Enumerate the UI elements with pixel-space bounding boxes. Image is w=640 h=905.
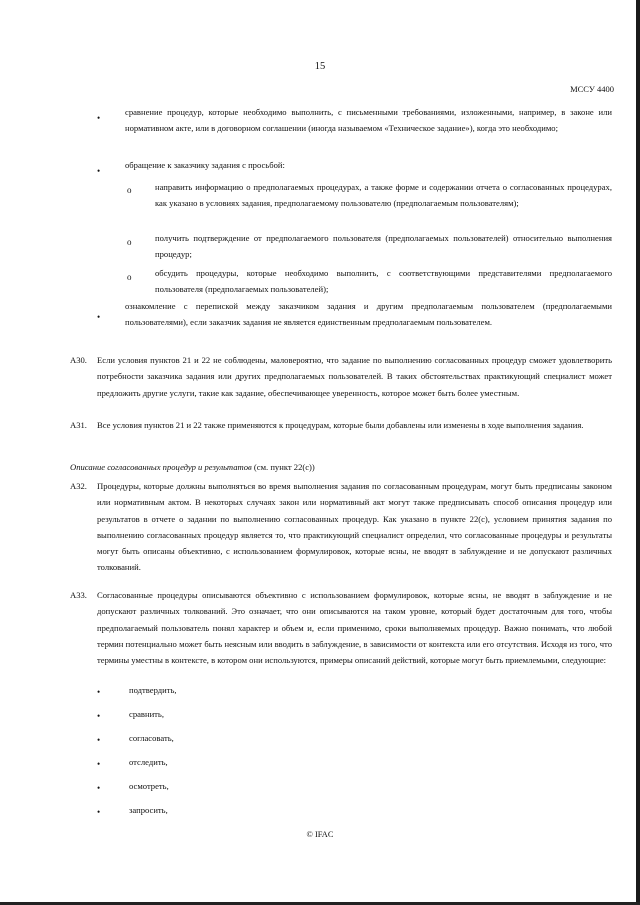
bullet-icon: •: [97, 166, 101, 176]
paragraph-a30: Если условия пунктов 21 и 22 не соблюдены, маловероятно, что задание по выполнению согласованных процедур сможет удовлетворить потребности заказчика задания или других предполагаемых пользователей. В таких обстоятельствах практикующий специалист может предложить другие услуги, такие как задание, обеспечивающее уверенность, которое может быть более уместным.: [97, 355, 612, 398]
paragraph-number: A30.: [70, 355, 87, 365]
scan-edge-right: [636, 0, 640, 905]
bullet-icon: •: [97, 711, 101, 721]
action-item: отследить,: [129, 757, 168, 767]
circle-bullet-icon: o: [127, 185, 132, 195]
document-code: МССУ 4400: [570, 84, 614, 94]
paragraph-number: A31.: [70, 420, 87, 430]
action-item: подтвердить,: [129, 685, 177, 695]
action-item: осмотреть,: [129, 781, 169, 791]
bullet-item: обращение к заказчику задания с просьбой:: [125, 160, 285, 170]
circle-bullet-icon: o: [127, 237, 132, 247]
paragraph-a32: Процедуры, которые должны выполняться во время выполнения задания по согласованным процедурам, могут быть предписаны законом или нормативным актом. В некоторых случаях закон или нормативный акт могут также предписывать способ описания процедур или результатов в отчете о задании по выполнению согласованных процедур. Как указано в пункте 22(c), условием принятия задания по выполнению согласованных процедур является то, что практикующий специалист определил, что согласованные процедуры и результаты могут быть описаны объективно, с использованием формулировок, которые ясны, не вводят в заблуждение и не допускают различных толкований.: [97, 481, 612, 573]
bullet-icon: •: [97, 113, 101, 123]
bullet-icon: •: [97, 783, 101, 793]
bullet-icon: •: [97, 312, 101, 322]
bullet-icon: •: [97, 687, 101, 697]
paragraph-a33: Согласованные процедуры описываются объективно с использованием формулировок, которые ясны, не вводят в заблуждение и не допускают различных толкований. Это означает, что они описываются на таком уровне, который будет достаточным для того, чтобы предполагаемый пользователь понял характер и объем и, если применимо, сроки выполняемых процедур. Важно понимать, что любой термин потенциально может быть неясным или вводить в заблуждение, в зависимости от контекста или его отсутствия. Исходя из того, что термины уместны в контексте, в котором они используются, примеры описаний действий, которые могут быть приемлемыми, следующие:: [97, 590, 612, 666]
section-heading-reference: (см. пункт 22(c)): [251, 462, 315, 472]
bullet-item: сравнение процедур, которые необходимо выполнить, с письменными требованиями, изложенными, например, в законе или нормативном акте, или в договорном соглашении (иногда называемом «Техническое задание»), когда это необходимо;: [125, 107, 612, 134]
action-item: сравнить,: [129, 709, 165, 719]
paragraph-a31: Все условия пунктов 21 и 22 также применяются к процедурам, которые были добавлены или изменены в ходе выполнения задания.: [97, 420, 584, 430]
action-item: согласовать,: [129, 733, 174, 743]
paragraph-number: A33.: [70, 590, 87, 600]
sub-item: обсудить процедуры, которые необходимо выполнить, с соответствующими представителями предполагаемого пользователя (предполагаемых пользователей);: [155, 268, 612, 295]
section-heading-title: Описание согласованных процедур и результатов: [70, 462, 252, 472]
bullet-icon: •: [97, 807, 101, 817]
bullet-item: ознакомление с перепиской между заказчиком задания и другим предполагаемым пользователем (предполагаемыми пользователями), если заказчик задания не является единственным предполагаемым пользователем.: [125, 301, 612, 328]
action-item: запросить,: [129, 805, 168, 815]
bullet-icon: •: [97, 735, 101, 745]
sub-item: направить информацию о предполагаемых процедурах, а также форме и содержании отчета о согласованных процедурах, как указано в условиях задания, предполагаемому пользователю (предполагаемым пользователям);: [155, 182, 612, 209]
sub-item: получить подтверждение от предполагаемого пользователя (предполагаемых пользователей) относительно выполнения процедур;: [155, 233, 612, 260]
copyright-footer: © IFAC: [306, 830, 334, 839]
section-heading: [70, 459, 315, 475]
bullet-icon: •: [97, 759, 101, 769]
page-number: 15: [314, 61, 326, 72]
paragraph-number: A32.: [70, 481, 87, 491]
circle-bullet-icon: o: [127, 272, 132, 282]
